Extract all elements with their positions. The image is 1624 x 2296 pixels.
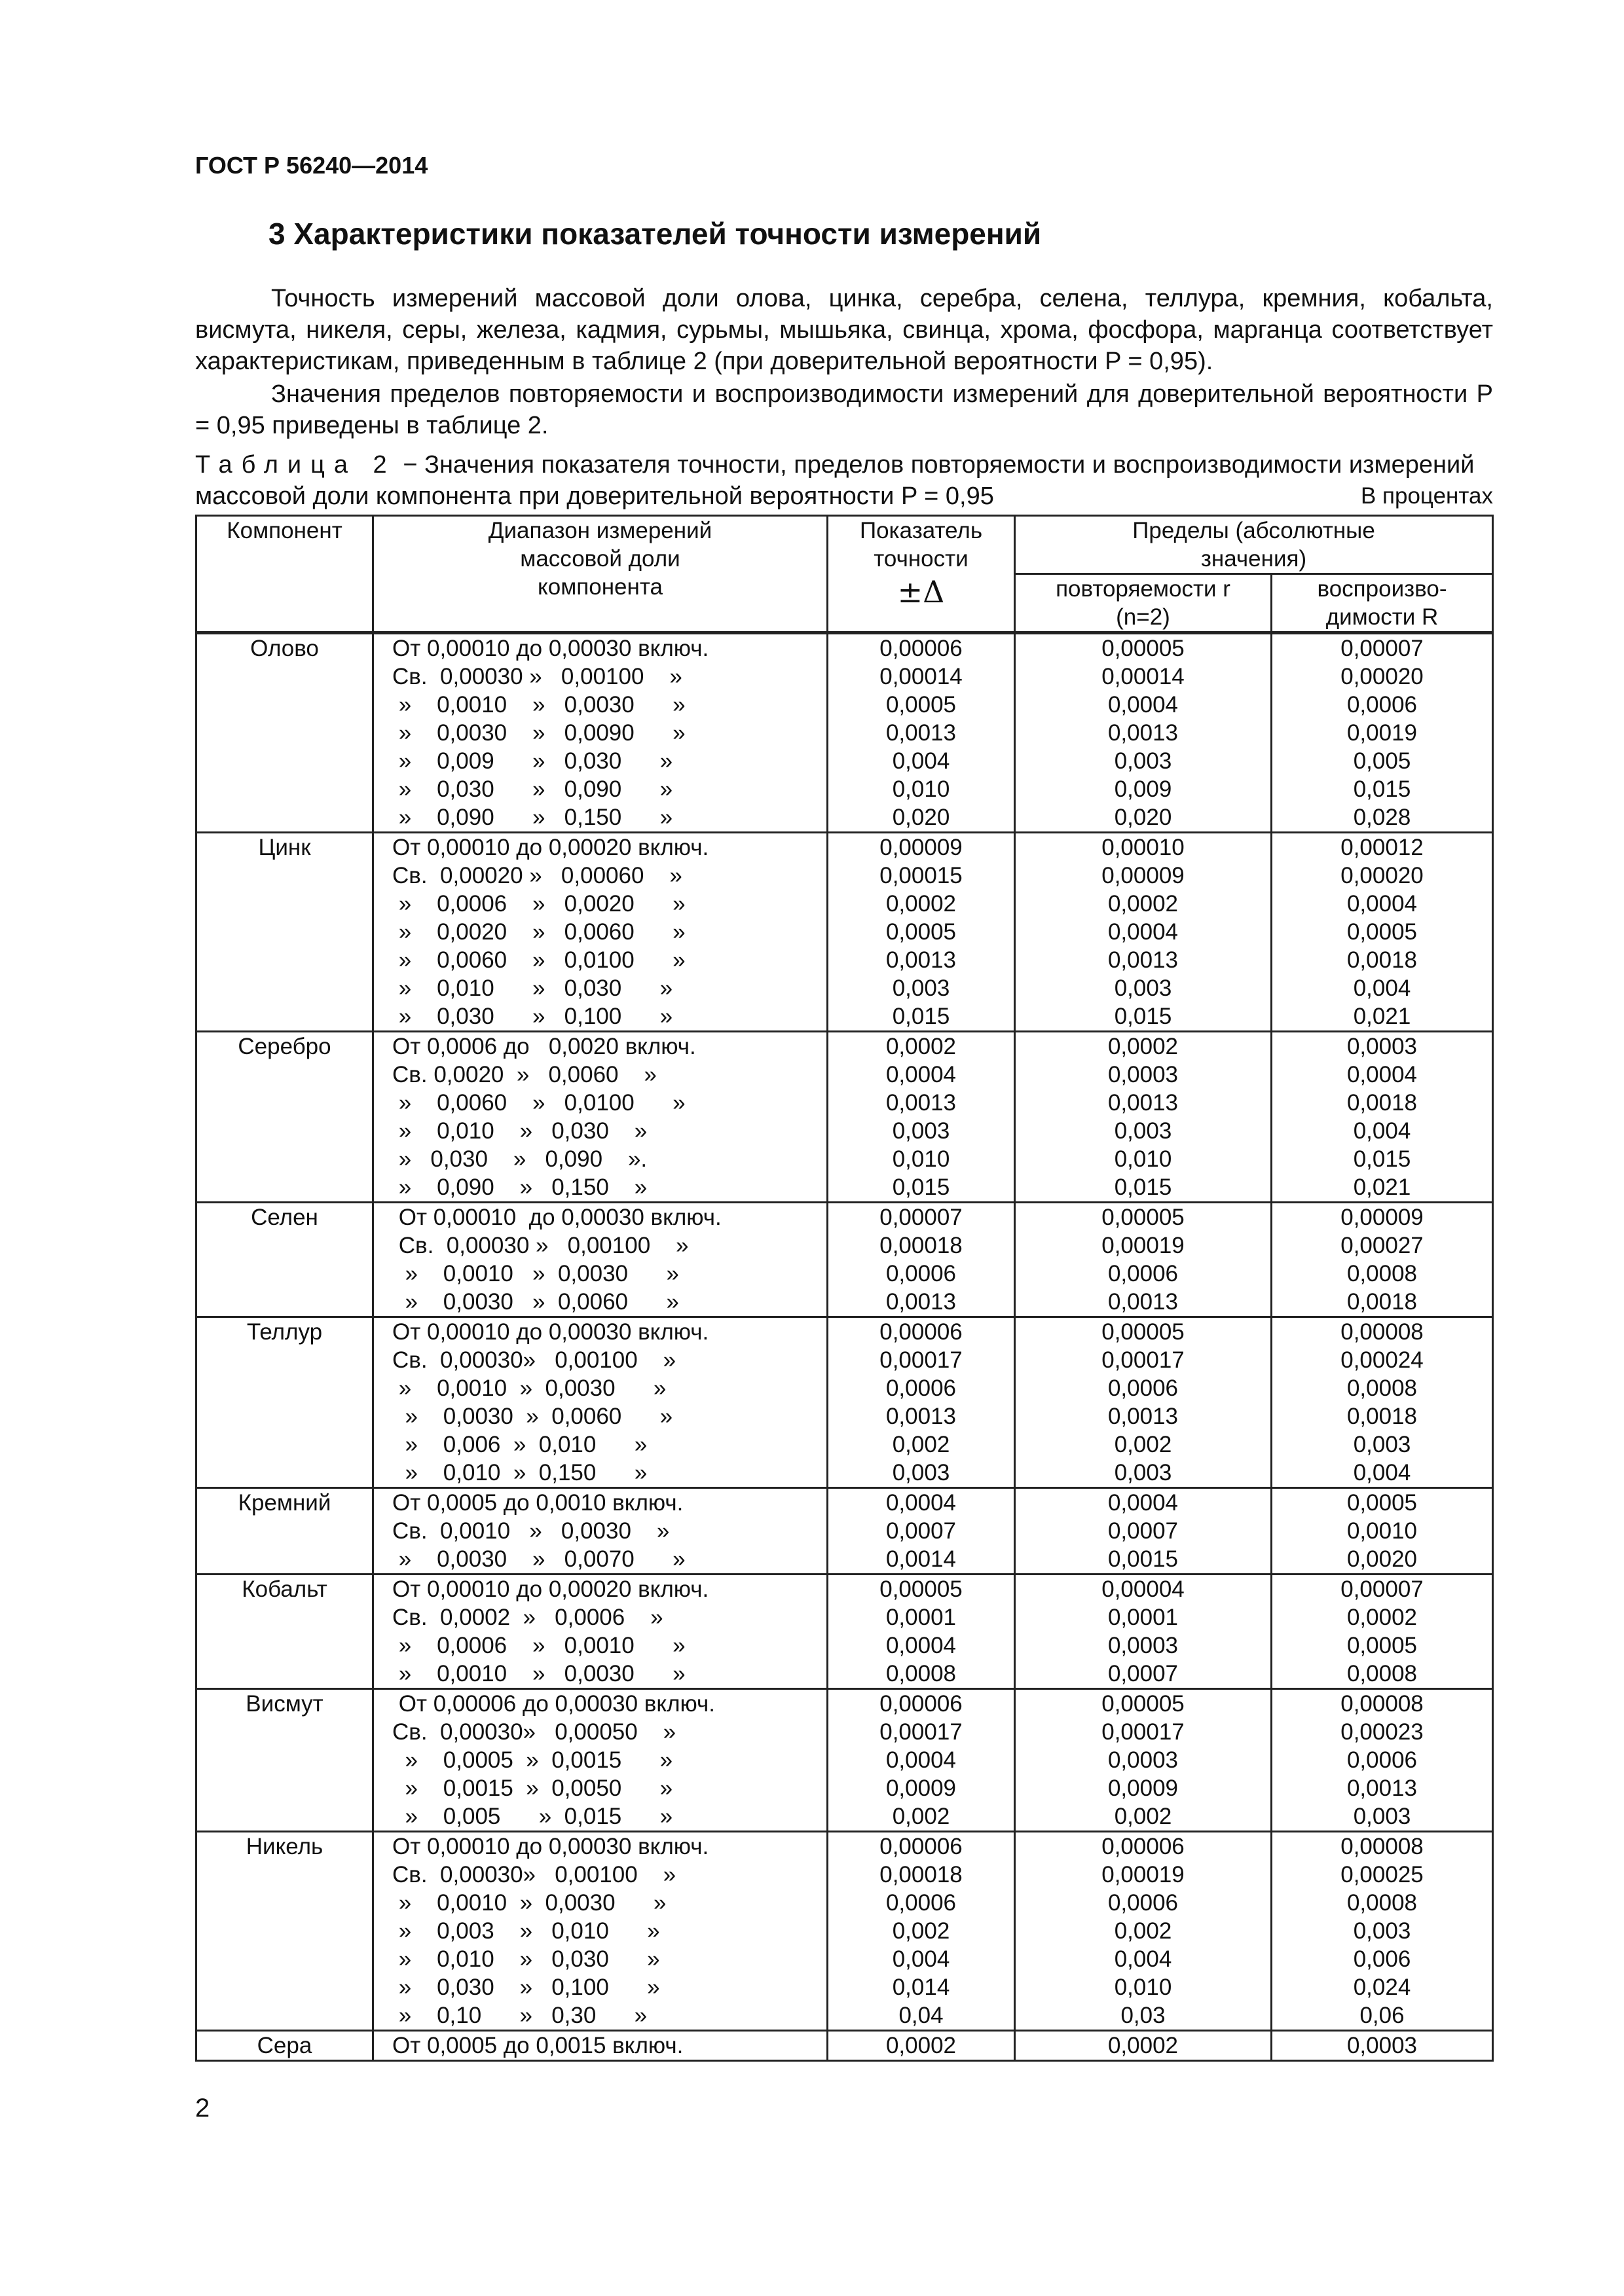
range-cell: » 0,030 » 0,090 ». xyxy=(373,1145,828,1173)
repeatability-cell: 0,0006 xyxy=(1015,1374,1272,1402)
range-cell: От 0,0005 до 0,0010 включ. xyxy=(373,1488,828,1518)
range-cell: Св. 0,0020 » 0,0060 » xyxy=(373,1061,828,1089)
accuracy-cell: 0,0006 xyxy=(828,1889,1015,1917)
range-cell: Св. 0,00020 » 0,00060 » xyxy=(373,862,828,890)
reproducibility-cell: 0,0018 xyxy=(1272,1288,1493,1317)
accuracy-cell: 0,0004 xyxy=(828,1746,1015,1774)
table-row xyxy=(196,633,1493,663)
repeatability-cell: 0,0013 xyxy=(1015,1402,1272,1430)
reproducibility-cell: 0,0013 xyxy=(1272,1774,1493,1802)
component-cell: Селен xyxy=(196,1203,373,1317)
accuracy-cell: 0,010 xyxy=(828,775,1015,803)
table-row xyxy=(196,1002,1493,1032)
repeatability-cell: 0,03 xyxy=(1015,2001,1272,2031)
section-title: 3 Характеристики показателей точности измерений xyxy=(268,217,1042,251)
table-row xyxy=(196,862,1493,890)
reproducibility-cell: 0,0018 xyxy=(1272,1402,1493,1430)
repeatability-cell: 0,003 xyxy=(1015,974,1272,1002)
component-cell: Кремний xyxy=(196,1488,373,1575)
range-cell: От 0,00010 до 0,00030 включ. xyxy=(373,1203,828,1232)
accuracy-cell: 0,0007 xyxy=(828,1517,1015,1545)
component-cell: Серебро xyxy=(196,1032,373,1203)
repeatability-cell: 0,0001 xyxy=(1015,1603,1272,1631)
table-row xyxy=(196,691,1493,719)
reproducibility-cell: 0,005 xyxy=(1272,747,1493,775)
component-cell: Сера xyxy=(196,2031,373,2061)
repeatability-cell: 0,002 xyxy=(1015,1430,1272,1459)
table-row xyxy=(196,2031,1493,2061)
repeatability-cell: 0,002 xyxy=(1015,1917,1272,1945)
accuracy-cell: 0,0005 xyxy=(828,691,1015,719)
table-row xyxy=(196,1774,1493,1802)
range-cell: Св. 0,00030» 0,00100 » xyxy=(373,1346,828,1374)
table-row xyxy=(196,1746,1493,1774)
accuracy-cell: 0,0013 xyxy=(828,1089,1015,1117)
table-row xyxy=(196,1545,1493,1575)
table-row xyxy=(196,1603,1493,1631)
accuracy-cell: 0,002 xyxy=(828,1917,1015,1945)
accuracy-cell: 0,0013 xyxy=(828,1288,1015,1317)
range-cell: От 0,0005 до 0,0015 включ. xyxy=(373,2031,828,2061)
accuracy-cell: 0,00006 xyxy=(828,1689,1015,1719)
repeatability-cell: 0,0003 xyxy=(1015,1061,1272,1089)
accuracy-cell: 0,0005 xyxy=(828,918,1015,946)
range-cell: Св. 0,00030» 0,00100 » xyxy=(373,1861,828,1889)
accuracy-table xyxy=(195,515,1494,2062)
reproducibility-cell: 0,0004 xyxy=(1272,1061,1493,1089)
range-cell: » 0,0020 » 0,0060 » xyxy=(373,918,828,946)
reproducibility-cell: 0,06 xyxy=(1272,2001,1493,2031)
reproducibility-cell: 0,015 xyxy=(1272,775,1493,803)
accuracy-cell: 0,002 xyxy=(828,1430,1015,1459)
table-caption-label: Таблица 2 xyxy=(195,451,396,479)
range-cell: От 0,0006 до 0,0020 включ. xyxy=(373,1032,828,1061)
reproducibility-cell: 0,006 xyxy=(1272,1945,1493,1973)
table-row xyxy=(196,1203,1493,1232)
range-cell: » 0,0030 » 0,0070 » xyxy=(373,1545,828,1575)
range-cell: » 0,003 » 0,010 » xyxy=(373,1917,828,1945)
accuracy-cell: 0,00006 xyxy=(828,1317,1015,1347)
table-row xyxy=(196,1459,1493,1488)
range-cell: » 0,0010 » 0,0030 » xyxy=(373,1660,828,1689)
table-row xyxy=(196,833,1493,862)
repeatability-cell: 0,010 xyxy=(1015,1145,1272,1173)
reproducibility-cell: 0,0005 xyxy=(1272,1488,1493,1518)
header-limits-text: Пределы (абсолютные значения) xyxy=(1132,518,1375,572)
table-row xyxy=(196,803,1493,833)
header-reproducibility-text: воспроизво-димости R xyxy=(1317,576,1447,630)
accuracy-cell: 0,003 xyxy=(828,1117,1015,1145)
range-cell: » 0,0005 » 0,0015 » xyxy=(373,1746,828,1774)
accuracy-cell: 0,0008 xyxy=(828,1660,1015,1689)
repeatability-cell: 0,00014 xyxy=(1015,663,1272,691)
header-accuracy-text: Показатель точности xyxy=(859,518,983,572)
repeatability-cell: 0,00006 xyxy=(1015,1832,1272,1861)
accuracy-cell: 0,0009 xyxy=(828,1774,1015,1802)
reproducibility-cell: 0,00023 xyxy=(1272,1718,1493,1746)
table-row xyxy=(196,1260,1493,1288)
table-row xyxy=(196,719,1493,747)
accuracy-cell: 0,00006 xyxy=(828,1832,1015,1861)
reproducibility-cell: 0,028 xyxy=(1272,803,1493,833)
accuracy-cell: 0,00017 xyxy=(828,1718,1015,1746)
repeatability-cell: 0,020 xyxy=(1015,803,1272,833)
accuracy-cell: 0,00015 xyxy=(828,862,1015,890)
range-cell: » 0,0010 » 0,0030 » xyxy=(373,1260,828,1288)
reproducibility-cell: 0,00007 xyxy=(1272,1575,1493,1604)
component-cell: Кобальт xyxy=(196,1575,373,1689)
accuracy-cell: 0,0001 xyxy=(828,1603,1015,1631)
repeatability-cell: 0,0009 xyxy=(1015,1774,1272,1802)
reproducibility-cell: 0,00020 xyxy=(1272,862,1493,890)
reproducibility-cell: 0,0005 xyxy=(1272,1631,1493,1660)
reproducibility-cell: 0,00012 xyxy=(1272,833,1493,862)
repeatability-cell: 0,0006 xyxy=(1015,1260,1272,1288)
table-row xyxy=(196,1346,1493,1374)
table-row xyxy=(196,1945,1493,1973)
range-cell: » 0,0060 » 0,0100 » xyxy=(373,1089,828,1117)
reproducibility-cell: 0,004 xyxy=(1272,974,1493,1002)
header-component: Компонент xyxy=(196,516,373,633)
accuracy-cell: 0,00009 xyxy=(828,833,1015,862)
reproducibility-cell: 0,0002 xyxy=(1272,1603,1493,1631)
table-row xyxy=(196,1488,1493,1518)
repeatability-cell: 0,004 xyxy=(1015,1945,1272,1973)
accuracy-cell: 0,0013 xyxy=(828,1402,1015,1430)
repeatability-cell: 0,0004 xyxy=(1015,691,1272,719)
repeatability-cell: 0,00019 xyxy=(1015,1231,1272,1260)
table-caption-text: − Значения показателя точности, пределов повторяемости и воспроизводимости измерений массовой доли компонента при доверительной вероятности P = 0,95 xyxy=(195,451,1475,510)
range-cell: Св. 0,0002 » 0,0006 » xyxy=(373,1603,828,1631)
accuracy-cell: 0,003 xyxy=(828,974,1015,1002)
table-row xyxy=(196,1089,1493,1117)
repeatability-cell: 0,0015 xyxy=(1015,1545,1272,1575)
table-2 xyxy=(195,515,1492,2062)
reproducibility-cell: 0,0010 xyxy=(1272,1517,1493,1545)
reproducibility-cell: 0,021 xyxy=(1272,1173,1493,1203)
table-row xyxy=(196,1689,1493,1719)
range-cell: » 0,0010 » 0,0030 » xyxy=(373,691,828,719)
range-cell: » 0,005 » 0,015 » xyxy=(373,1802,828,1832)
table-row xyxy=(196,946,1493,974)
reproducibility-cell: 0,0008 xyxy=(1272,1374,1493,1402)
header-range xyxy=(373,516,828,633)
accuracy-cell: 0,00014 xyxy=(828,663,1015,691)
accuracy-cell: 0,0014 xyxy=(828,1545,1015,1575)
accuracy-cell: 0,004 xyxy=(828,747,1015,775)
table-row xyxy=(196,890,1493,918)
header-accuracy xyxy=(828,516,1015,633)
range-cell: От 0,00010 до 0,00030 включ. xyxy=(373,633,828,663)
header-limits xyxy=(1015,516,1493,574)
table-row xyxy=(196,918,1493,946)
repeatability-cell: 0,0002 xyxy=(1015,890,1272,918)
accuracy-cell: 0,00005 xyxy=(828,1575,1015,1604)
repeatability-cell: 0,003 xyxy=(1015,1459,1272,1488)
range-cell: » 0,010 » 0,150 » xyxy=(373,1459,828,1488)
reproducibility-cell: 0,0008 xyxy=(1272,1660,1493,1689)
reproducibility-cell: 0,021 xyxy=(1272,1002,1493,1032)
range-cell: От 0,00010 до 0,00020 включ. xyxy=(373,833,828,862)
table-row xyxy=(196,1117,1493,1145)
table-row xyxy=(196,1032,1493,1061)
reproducibility-cell: 0,00008 xyxy=(1272,1317,1493,1347)
accuracy-cell: 0,00006 xyxy=(828,633,1015,663)
reproducibility-cell: 0,00020 xyxy=(1272,663,1493,691)
table-row xyxy=(196,663,1493,691)
table-row xyxy=(196,1631,1493,1660)
reproducibility-cell: 0,003 xyxy=(1272,1917,1493,1945)
component-cell: Олово xyxy=(196,633,373,833)
table-row xyxy=(196,1861,1493,1889)
repeatability-cell: 0,015 xyxy=(1015,1173,1272,1203)
table-row xyxy=(196,1317,1493,1347)
repeatability-cell: 0,009 xyxy=(1015,775,1272,803)
range-cell: » 0,0006 » 0,0020 » xyxy=(373,890,828,918)
reproducibility-cell: 0,003 xyxy=(1272,1430,1493,1459)
header-repeatability xyxy=(1015,574,1272,633)
range-cell: » 0,0030 » 0,0060 » xyxy=(373,1288,828,1317)
repeatability-cell: 0,0002 xyxy=(1015,1032,1272,1061)
table-row xyxy=(196,1517,1493,1545)
range-cell: От 0,00006 до 0,00030 включ. xyxy=(373,1689,828,1719)
table-row xyxy=(196,1061,1493,1089)
reproducibility-cell: 0,00008 xyxy=(1272,1689,1493,1719)
paragraph-accuracy: Точность измерений массовой доли олова, цинка, серебра, селена, теллура, кремния, кобальта, висмута, никеля, серы, железа, кадмия, сурьмы, мышьяка, свинца, хрома, фосфора, марганца соответствует характеристикам, приведенным в таблице 2 (при доверительной вероятности P = 0,95). xyxy=(195,285,1493,375)
reproducibility-cell: 0,003 xyxy=(1272,1802,1493,1832)
accuracy-cell: 0,015 xyxy=(828,1173,1015,1203)
accuracy-cell: 0,00007 xyxy=(828,1203,1015,1232)
range-cell: » 0,030 » 0,090 » xyxy=(373,775,828,803)
table-row xyxy=(196,1374,1493,1402)
component-cell: Теллур xyxy=(196,1317,373,1488)
reproducibility-cell: 0,0003 xyxy=(1272,2031,1493,2061)
range-cell: » 0,090 » 0,150 » xyxy=(373,803,828,833)
accuracy-cell: 0,015 xyxy=(828,1002,1015,1032)
accuracy-cell: 0,00018 xyxy=(828,1231,1015,1260)
header-repeatability-text: повторяемости r (n=2) xyxy=(1056,576,1230,630)
table-row xyxy=(196,2001,1493,2031)
table-caption xyxy=(195,449,1493,512)
range-cell: От 0,00010 до 0,00030 включ. xyxy=(373,1832,828,1861)
repeatability-cell: 0,010 xyxy=(1015,1973,1272,2001)
table-row xyxy=(196,974,1493,1002)
table-row xyxy=(196,1917,1493,1945)
accuracy-cell: 0,0002 xyxy=(828,890,1015,918)
repeatability-cell: 0,00005 xyxy=(1015,633,1272,663)
repeatability-cell: 0,002 xyxy=(1015,1802,1272,1832)
accuracy-cell: 0,0004 xyxy=(828,1061,1015,1089)
range-cell: » 0,010 » 0,030 » xyxy=(373,1117,828,1145)
repeatability-cell: 0,00010 xyxy=(1015,833,1272,862)
accuracy-cell: 0,0006 xyxy=(828,1374,1015,1402)
repeatability-cell: 0,0003 xyxy=(1015,1631,1272,1660)
repeatability-cell: 0,0013 xyxy=(1015,1288,1272,1317)
repeatability-cell: 0,0002 xyxy=(1015,2031,1272,2061)
range-cell: От 0,00010 до 0,00030 включ. xyxy=(373,1317,828,1347)
header-accuracy-symbol: ±Δ xyxy=(897,574,945,610)
repeatability-cell: 0,00005 xyxy=(1015,1203,1272,1232)
range-cell: От 0,00010 до 0,00020 включ. xyxy=(373,1575,828,1604)
reproducibility-cell: 0,00007 xyxy=(1272,633,1493,663)
repeatability-cell: 0,0013 xyxy=(1015,946,1272,974)
accuracy-cell: 0,0002 xyxy=(828,2031,1015,2061)
range-cell: » 0,009 » 0,030 » xyxy=(373,747,828,775)
reproducibility-cell: 0,00009 xyxy=(1272,1203,1493,1232)
accuracy-cell: 0,002 xyxy=(828,1802,1015,1832)
reproducibility-cell: 0,00008 xyxy=(1272,1832,1493,1861)
accuracy-cell: 0,00017 xyxy=(828,1346,1015,1374)
header-reproducibility xyxy=(1272,574,1493,633)
range-cell: Св. 0,00030 » 0,00100 » xyxy=(373,1231,828,1260)
table-row xyxy=(196,1145,1493,1173)
reproducibility-cell: 0,0019 xyxy=(1272,719,1493,747)
repeatability-cell: 0,00017 xyxy=(1015,1718,1272,1746)
accuracy-cell: 0,014 xyxy=(828,1973,1015,2001)
standard-designation: ГОСТ Р 56240—2014 xyxy=(195,152,428,179)
accuracy-cell: 0,0006 xyxy=(828,1260,1015,1288)
reproducibility-cell: 0,0004 xyxy=(1272,890,1493,918)
repeatability-cell: 0,015 xyxy=(1015,1002,1272,1032)
range-cell: » 0,0030 » 0,0060 » xyxy=(373,1402,828,1430)
table-row xyxy=(196,1430,1493,1459)
repeatability-cell: 0,0004 xyxy=(1015,1488,1272,1518)
table-row xyxy=(196,1802,1493,1832)
range-cell: » 0,090 » 0,150 » xyxy=(373,1173,828,1203)
repeatability-cell: 0,00004 xyxy=(1015,1575,1272,1604)
repeatability-cell: 0,00017 xyxy=(1015,1346,1272,1374)
range-cell: » 0,10 » 0,30 » xyxy=(373,2001,828,2031)
repeatability-cell: 0,00005 xyxy=(1015,1317,1272,1347)
range-cell: Св. 0,0010 » 0,0030 » xyxy=(373,1517,828,1545)
reproducibility-cell: 0,0018 xyxy=(1272,1089,1493,1117)
reproducibility-cell: 0,024 xyxy=(1272,1973,1493,2001)
table-body xyxy=(196,633,1493,2061)
accuracy-cell: 0,0013 xyxy=(828,719,1015,747)
repeatability-cell: 0,00009 xyxy=(1015,862,1272,890)
range-cell: » 0,0006 » 0,0010 » xyxy=(373,1631,828,1660)
table-row xyxy=(196,1173,1493,1203)
repeatability-cell: 0,0007 xyxy=(1015,1517,1272,1545)
range-cell: Св. 0,00030» 0,00050 » xyxy=(373,1718,828,1746)
table-units: В процентах xyxy=(1360,483,1493,509)
repeatability-cell: 0,0003 xyxy=(1015,1746,1272,1774)
range-cell: » 0,030 » 0,100 » xyxy=(373,1973,828,2001)
reproducibility-cell: 0,00024 xyxy=(1272,1346,1493,1374)
reproducibility-cell: 0,0008 xyxy=(1272,1889,1493,1917)
paragraph-limits: Значения пределов повторяемости и воспроизводимости измерений для доверительной вероятности P = 0,95 приведены в таблице 2. xyxy=(195,380,1493,439)
range-cell: » 0,0010 » 0,0030 » xyxy=(373,1889,828,1917)
accuracy-cell: 0,04 xyxy=(828,2001,1015,2031)
repeatability-cell: 0,0006 xyxy=(1015,1889,1272,1917)
table-row xyxy=(196,747,1493,775)
repeatability-cell: 0,003 xyxy=(1015,747,1272,775)
component-cell: Цинк xyxy=(196,833,373,1032)
table-row xyxy=(196,1889,1493,1917)
accuracy-cell: 0,003 xyxy=(828,1459,1015,1488)
accuracy-cell: 0,020 xyxy=(828,803,1015,833)
reproducibility-cell: 0,015 xyxy=(1272,1145,1493,1173)
table-row xyxy=(196,1402,1493,1430)
reproducibility-cell: 0,004 xyxy=(1272,1459,1493,1488)
repeatability-cell: 0,0013 xyxy=(1015,1089,1272,1117)
range-cell: » 0,0015 » 0,0050 » xyxy=(373,1774,828,1802)
range-cell: Св. 0,00030 » 0,00100 » xyxy=(373,663,828,691)
repeatability-cell: 0,0013 xyxy=(1015,719,1272,747)
reproducibility-cell: 0,0008 xyxy=(1272,1260,1493,1288)
range-cell: » 0,030 » 0,100 » xyxy=(373,1002,828,1032)
accuracy-cell: 0,0013 xyxy=(828,946,1015,974)
reproducibility-cell: 0,004 xyxy=(1272,1117,1493,1145)
table-row xyxy=(196,1575,1493,1604)
repeatability-cell: 0,00005 xyxy=(1015,1689,1272,1719)
accuracy-cell: 0,00018 xyxy=(828,1861,1015,1889)
range-cell: » 0,0010 » 0,0030 » xyxy=(373,1374,828,1402)
repeatability-cell: 0,00019 xyxy=(1015,1861,1272,1889)
repeatability-cell: 0,003 xyxy=(1015,1117,1272,1145)
accuracy-cell: 0,0004 xyxy=(828,1631,1015,1660)
reproducibility-cell: 0,0006 xyxy=(1272,691,1493,719)
table-row xyxy=(196,1288,1493,1317)
reproducibility-cell: 0,0003 xyxy=(1272,1032,1493,1061)
reproducibility-cell: 0,00027 xyxy=(1272,1231,1493,1260)
repeatability-cell: 0,0004 xyxy=(1015,918,1272,946)
range-cell: » 0,0030 » 0,0090 » xyxy=(373,719,828,747)
reproducibility-cell: 0,00025 xyxy=(1272,1861,1493,1889)
range-cell: » 0,006 » 0,010 » xyxy=(373,1430,828,1459)
range-cell: » 0,0060 » 0,0100 » xyxy=(373,946,828,974)
reproducibility-cell: 0,0006 xyxy=(1272,1746,1493,1774)
header-range-text: Диапазон измерений массовой доли компонента xyxy=(488,518,712,600)
table-row xyxy=(196,1832,1493,1861)
range-cell: » 0,010 » 0,030 » xyxy=(373,1945,828,1973)
accuracy-cell: 0,004 xyxy=(828,1945,1015,1973)
component-cell: Висмут xyxy=(196,1689,373,1832)
component-cell: Никель xyxy=(196,1832,373,2031)
table-row xyxy=(196,1973,1493,2001)
table-row xyxy=(196,1718,1493,1746)
reproducibility-cell: 0,0005 xyxy=(1272,918,1493,946)
accuracy-cell: 0,0004 xyxy=(828,1488,1015,1518)
accuracy-cell: 0,010 xyxy=(828,1145,1015,1173)
range-cell: » 0,010 » 0,030 » xyxy=(373,974,828,1002)
table-row xyxy=(196,1231,1493,1260)
reproducibility-cell: 0,0020 xyxy=(1272,1545,1493,1575)
table-row xyxy=(196,775,1493,803)
table-row xyxy=(196,1660,1493,1689)
page-number: 2 xyxy=(195,2094,210,2123)
reproducibility-cell: 0,0018 xyxy=(1272,946,1493,974)
repeatability-cell: 0,0007 xyxy=(1015,1660,1272,1689)
accuracy-cell: 0,0002 xyxy=(828,1032,1015,1061)
